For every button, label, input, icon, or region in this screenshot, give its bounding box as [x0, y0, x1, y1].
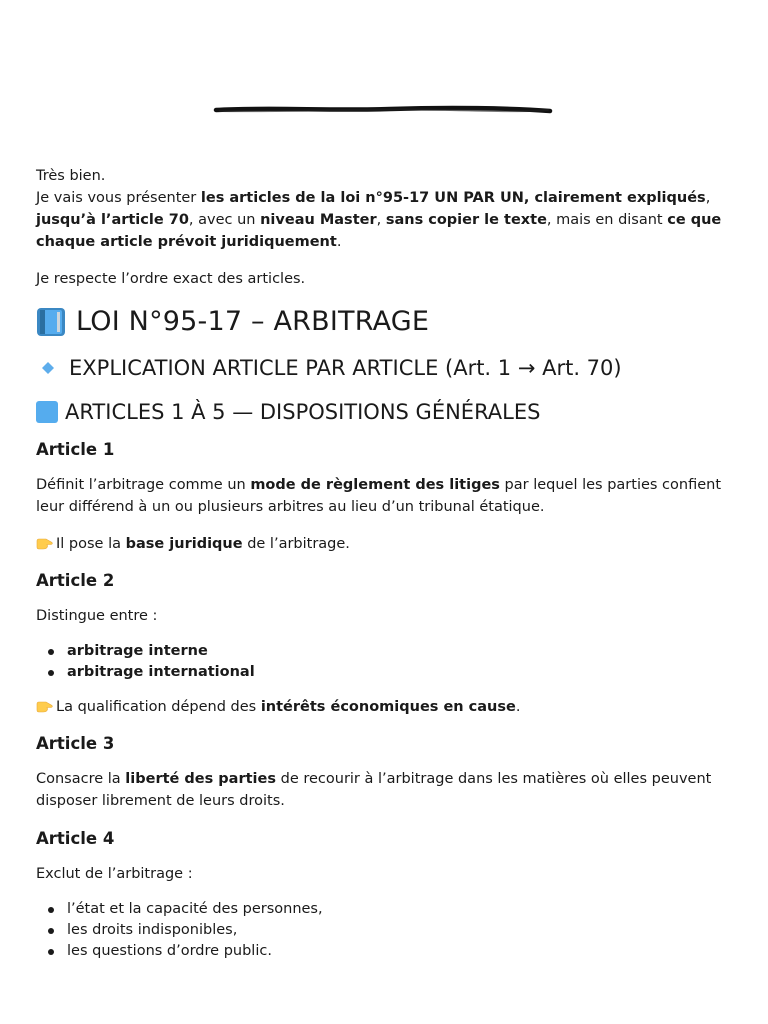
article-bold: liberté des parties: [125, 771, 276, 787]
page-title-text: LOI N°95-17 – ARBITRAGE: [76, 306, 430, 337]
intro-text: Je vais vous présenter: [36, 190, 201, 206]
article-2-text: Distingue entre :: [36, 608, 158, 624]
blue-diamond-icon: [42, 362, 54, 374]
article-4-list: [36, 899, 736, 962]
section-heading-text: ARTICLES 1 À 5 — DISPOSITIONS GÉNÉRALES: [65, 400, 541, 424]
article-2-title: Article 2: [36, 571, 115, 590]
article-text: Consacre la: [36, 771, 126, 787]
intro-greeting: Très bien.: [36, 168, 106, 184]
note-bold: base juridique: [125, 536, 243, 552]
list-item: [67, 662, 736, 683]
article-2-list: [36, 641, 736, 683]
pointing-hand-icon: [36, 701, 53, 713]
intro-bold: les articles de la loi n°95-17 UN PAR UN, clairement expliqués: [200, 190, 706, 206]
note-text: La qualification dépend des: [56, 699, 261, 715]
intro-paragraph: [36, 165, 736, 253]
note-text: .: [515, 699, 521, 715]
note-text: Il pose la: [56, 536, 126, 552]
article-bold: mode de règlement des litiges: [250, 477, 500, 493]
note-bold: intérêts économiques en cause: [260, 699, 516, 715]
article-text: par lequel les parties confient leur différend à un ou plusieurs arbitres au lieu d’un tribunal étatique.: [36, 477, 722, 515]
intro-text: , avec un: [188, 212, 261, 228]
intro-text: , mais en disant: [546, 212, 668, 228]
document-body: [36, 165, 736, 975]
subtitle-text: EXPLICATION ARTICLE PAR ARTICLE (Art. 1 → Art. 70): [69, 356, 622, 380]
intro-bold: jusqu’à l’article 70: [36, 212, 189, 228]
article-2-note: [36, 696, 736, 718]
header-divider: [210, 102, 555, 118]
pointing-hand-icon: [36, 538, 53, 550]
intro-text: ,: [705, 190, 711, 206]
blue-square-icon: [36, 401, 58, 423]
article-3-title: Article 3: [36, 734, 115, 753]
list-item-text: arbitrage interne: [67, 643, 208, 659]
article-text: de recourir à l’arbitrage dans les matières où elles peuvent disposer librement de leurs droits.: [36, 771, 712, 809]
article-3-text: [36, 768, 736, 812]
article-text: Définit l’arbitrage comme un: [36, 477, 251, 493]
list-item: les questions d’ordre public.: [67, 941, 736, 962]
article-1-note: [36, 533, 736, 555]
list-item: l’état et la capacité des personnes,: [67, 899, 736, 920]
intro-text: .: [336, 234, 342, 250]
list-item-text: arbitrage international: [67, 664, 255, 680]
article-1-text: [36, 474, 736, 518]
intro-bold: niveau Master: [260, 212, 377, 228]
note-text: de l’arbitrage.: [242, 536, 350, 552]
article-4-text: Exclut de l’arbitrage :: [36, 866, 193, 882]
article-1-title: Article 1: [36, 440, 115, 459]
article-4-title: Article 4: [36, 829, 115, 848]
page-title: [36, 304, 736, 340]
list-item: les droits indisponibles,: [67, 920, 736, 941]
subtitle: [36, 350, 736, 386]
intro-bold: sans copier le texte: [385, 212, 547, 228]
order-note: Je respecte l’ordre exact des articles.: [36, 271, 306, 287]
section-heading: [36, 394, 736, 430]
intro-bold: ce que chaque article prévoit juridiquement: [36, 212, 722, 250]
intro-text: ,: [376, 212, 386, 228]
list-item: [67, 641, 736, 662]
blue-book-icon: [36, 307, 66, 337]
